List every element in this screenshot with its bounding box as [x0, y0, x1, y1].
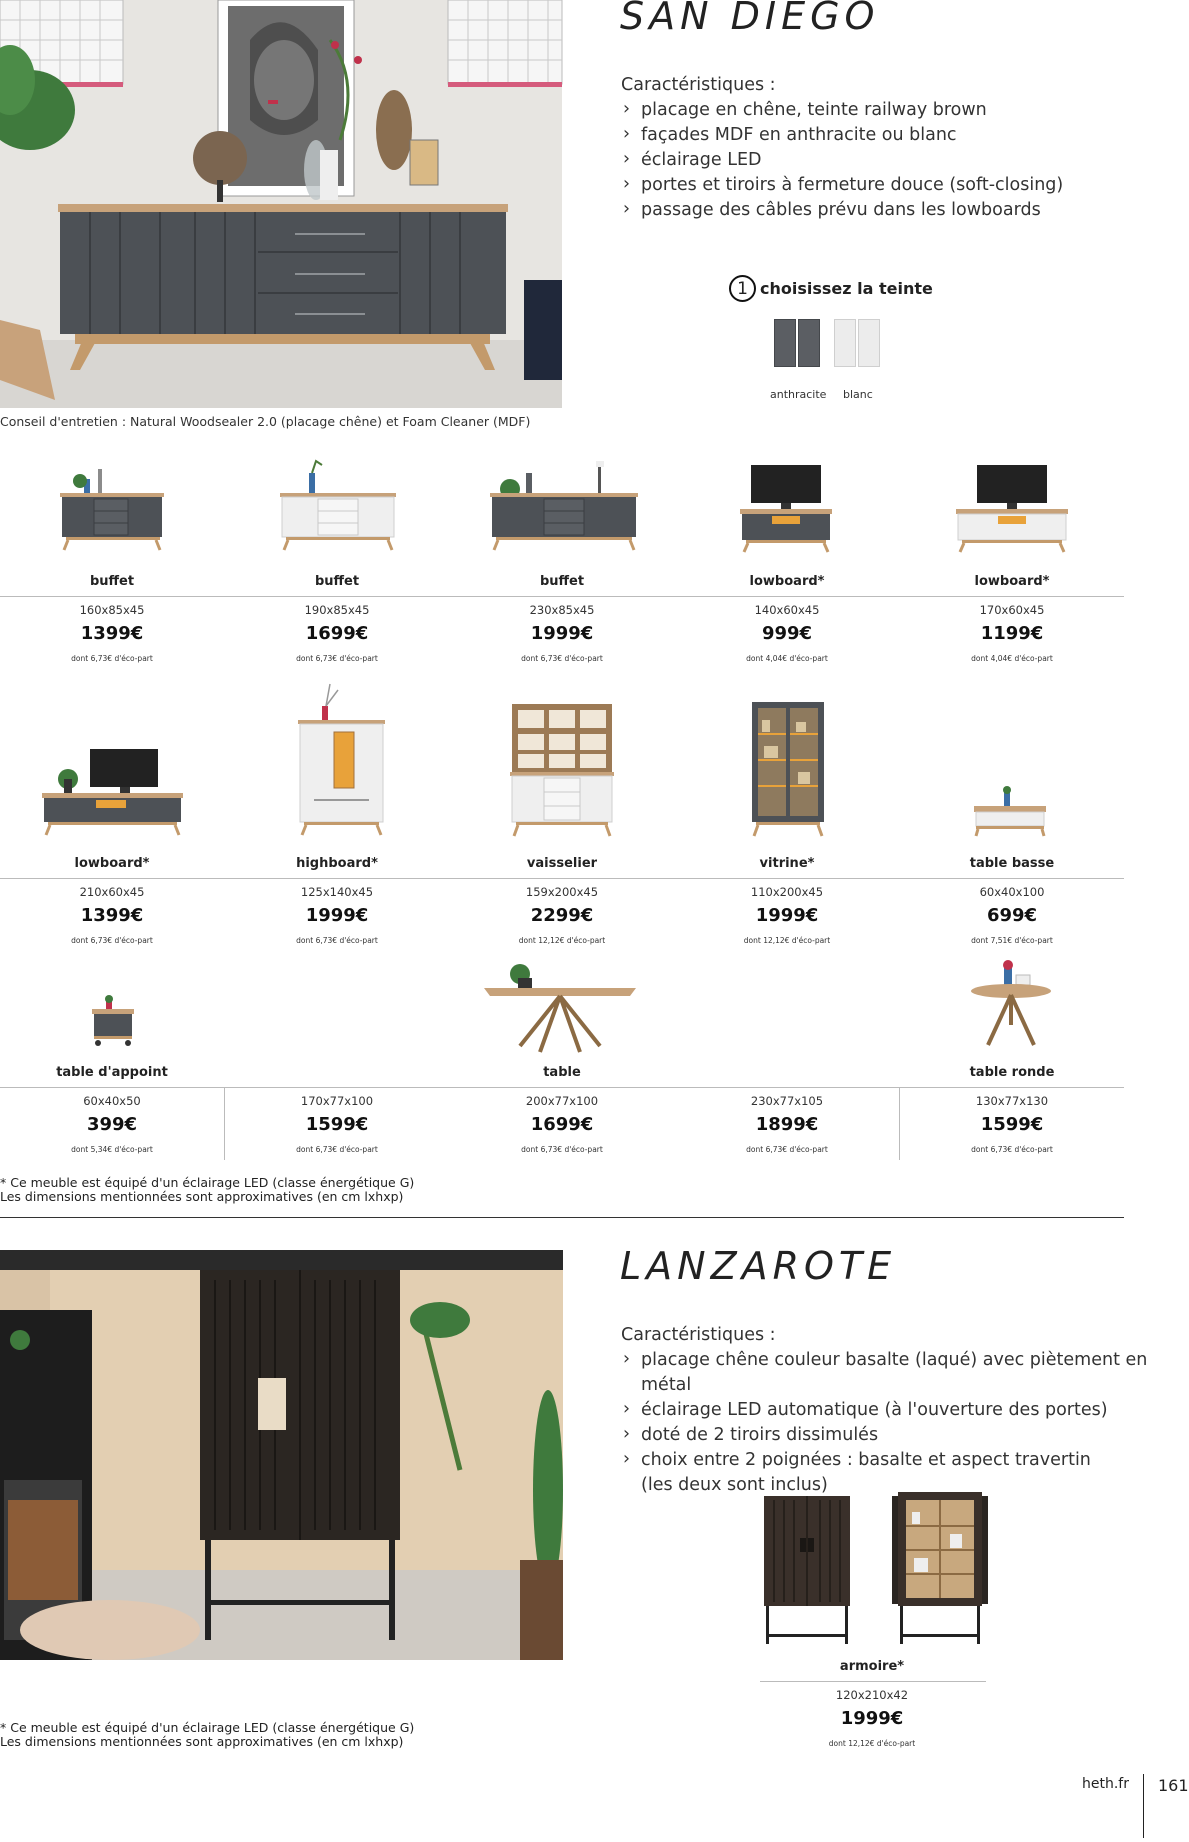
product-name: lowboard*: [74, 856, 150, 871]
lowboard-anthracite-large-icon: [40, 745, 185, 840]
feature-item: › passage des câbles prévu dans les lowboards: [621, 198, 1063, 223]
product-price: 1999€: [530, 623, 594, 644]
dining-table-icon: [480, 962, 640, 1054]
swatch-label-blanc: blanc: [843, 388, 873, 401]
lanzarote-hero-photo: [0, 1250, 563, 1660]
product-eco-part: dont 6,73€ d'éco-part: [521, 1145, 603, 1154]
product-price: 1599€: [980, 1114, 1044, 1135]
row-divider: [0, 878, 1124, 879]
product-dimensions: 130x77x130: [975, 1094, 1049, 1108]
lowboard-anthracite-icon: [736, 460, 836, 555]
product-price: 1199€: [980, 623, 1044, 644]
product-price: 2299€: [530, 905, 594, 926]
page-number: 161: [1158, 1776, 1189, 1795]
product-price: 1899€: [755, 1114, 819, 1135]
features-heading: Caractéristiques :: [621, 75, 776, 95]
vitrine-anthracite-icon: [748, 700, 828, 840]
product-name: table: [543, 1065, 581, 1080]
section-divider: [0, 1217, 1124, 1218]
armoire-open-icon: [890, 1490, 990, 1646]
feature-item: › éclairage LED automatique (à l'ouverture des portes): [621, 1398, 1178, 1423]
footnote-dimensions: Les dimensions mentionnées sont approximatives (en cm lxhxp): [0, 1189, 404, 1204]
product-eco-part: dont 6,73€ d'éco-part: [296, 936, 378, 945]
product-price: 1599€: [305, 1114, 369, 1135]
product-eco-part: dont 12,12€ d'éco-part: [743, 936, 831, 945]
product-price: 1399€: [80, 623, 144, 644]
product-dimensions: 140x60x45: [754, 603, 820, 617]
product-name: lowboard*: [974, 574, 1050, 589]
side-table-icon: [88, 995, 138, 1050]
product-name: table ronde: [969, 1065, 1055, 1080]
san-diego-hero-photo: [0, 0, 562, 408]
product-eco-part: dont 6,73€ d'éco-part: [296, 1145, 378, 1154]
sideboard-white-icon: [276, 455, 401, 555]
product-name: highboard*: [296, 856, 378, 871]
product-dimensions: 110x200x45: [750, 885, 824, 899]
product-price: 399€: [86, 1114, 138, 1135]
product-dimensions: 230x77x105: [750, 1094, 824, 1108]
features-heading: Caractéristiques :: [621, 1325, 776, 1345]
footer-site-link[interactable]: heth.fr: [1082, 1776, 1129, 1792]
footnote-led: * Ce meuble est équipé d'un éclairage LED (classe énergétique G): [0, 1720, 415, 1735]
highboard-white-icon: [294, 680, 389, 840]
lanzarote-title: LANZAROTE: [620, 1244, 897, 1288]
footer-divider: [1143, 1774, 1144, 1838]
product-name: table basse: [969, 856, 1055, 871]
swatch-anthracite[interactable]: [774, 319, 820, 367]
product-eco-part: dont 7,51€ d'éco-part: [971, 936, 1053, 945]
product-dimensions: 200x77x100: [525, 1094, 599, 1108]
product-price: 699€: [986, 905, 1038, 926]
product-name: lowboard*: [749, 574, 825, 589]
product-dimensions: 125x140x45: [300, 885, 374, 899]
feature-item: › placage en chêne, teinte railway brown: [621, 98, 1063, 123]
product-eco-part: dont 5,34€ d'éco-part: [71, 1145, 153, 1154]
product-dimensions: 120x210x42: [835, 1688, 909, 1702]
feature-item-continuation: (les deux sont inclus): [641, 1475, 828, 1495]
swatch-blanc[interactable]: [834, 319, 880, 367]
color-picker-label: choisissez la teinte: [760, 279, 933, 298]
product-dimensions: 190x85x45: [304, 603, 370, 617]
feature-item: › placage chêne couleur basalte (laqué) avec piètement en métal: [621, 1348, 1178, 1398]
feature-item: › choix entre 2 poignées : basalte et aspect travertin: [621, 1448, 1178, 1473]
lanzarote-footnote: [0, 1721, 414, 1749]
product-eco-part: dont 4,04€ d'éco-part: [746, 654, 828, 663]
product-name: buffet: [539, 574, 585, 589]
swatch-label-anthracite: anthracite: [770, 388, 827, 401]
product-dimensions: 60x40x50: [83, 1094, 141, 1108]
product-eco-part: dont 6,73€ d'éco-part: [296, 654, 378, 663]
dresser-white-icon: [508, 700, 616, 840]
product-name: table d'appoint: [56, 1065, 168, 1080]
product-price: 1399€: [80, 905, 144, 926]
row-divider: [0, 596, 1124, 597]
color-picker-title: [729, 275, 933, 302]
product-dimensions: 160x85x45: [79, 603, 145, 617]
feature-item: › doté de 2 tiroirs dissimulés: [621, 1423, 1178, 1448]
product-eco-part: dont 12,12€ d'éco-part: [518, 936, 606, 945]
product-eco-part: dont 6,73€ d'éco-part: [71, 936, 153, 945]
san-diego-features: [621, 73, 1063, 223]
product-eco-part: dont 6,73€ d'éco-part: [746, 1145, 828, 1154]
care-note: Conseil d'entretien : Natural Woodsealer 2.0 (placage chêne) et Foam Cleaner (MDF): [0, 414, 531, 429]
product-price: 1999€: [305, 905, 369, 926]
product-dimensions: 159x200x45: [525, 885, 599, 899]
lanzarote-features: [621, 1323, 1178, 1498]
product-dimensions: 230x85x45: [529, 603, 595, 617]
product-name: buffet: [89, 574, 135, 589]
product-eco-part: dont 4,04€ d'éco-part: [971, 654, 1053, 663]
san-diego-footnote: [0, 1176, 414, 1204]
product-dimensions: 170x77x100: [300, 1094, 374, 1108]
sideboard-anthracite-large-icon: [488, 455, 640, 555]
product-eco-part: dont 6,73€ d'éco-part: [971, 1145, 1053, 1154]
product-dimensions: 60x40x100: [979, 885, 1045, 899]
product-name: vaisselier: [526, 856, 598, 871]
product-price: 1999€: [840, 1708, 904, 1729]
footnote-dimensions: Les dimensions mentionnées sont approximatives (en cm lxhxp): [0, 1734, 404, 1749]
san-diego-title: SAN DIEGO: [620, 0, 880, 38]
footnote-led: * Ce meuble est équipé d'un éclairage LED (classe énergétique G): [0, 1175, 415, 1190]
product-dimensions: 170x60x45: [979, 603, 1045, 617]
product-price: 1699€: [305, 623, 369, 644]
step-number-icon: 1: [729, 275, 756, 302]
round-table-icon: [968, 955, 1054, 1050]
product-eco-part: dont 6,73€ d'éco-part: [521, 654, 603, 663]
feature-item: › portes et tiroirs à fermeture douce (soft-closing): [621, 173, 1063, 198]
product-price: 1999€: [755, 905, 819, 926]
feature-item: › façades MDF en anthracite ou blanc: [621, 123, 1063, 148]
product-dimensions: 210x60x45: [79, 885, 145, 899]
product-price: 1699€: [530, 1114, 594, 1135]
lowboard-white-icon: [952, 460, 1072, 555]
row-divider: [760, 1681, 986, 1682]
coffee-table-icon: [970, 780, 1050, 840]
product-eco-part: dont 6,73€ d'éco-part: [71, 654, 153, 663]
product-name: vitrine*: [759, 856, 815, 871]
feature-item: › éclairage LED: [621, 148, 1063, 173]
sideboard-anthracite-icon: [58, 455, 168, 555]
armoire-closed-icon: [762, 1494, 852, 1646]
row-divider: [0, 1087, 1124, 1088]
product-eco-part: dont 12,12€ d'éco-part: [828, 1739, 916, 1748]
product-price: 999€: [761, 623, 813, 644]
product-name: buffet: [314, 574, 360, 589]
product-name: armoire*: [839, 1659, 905, 1674]
